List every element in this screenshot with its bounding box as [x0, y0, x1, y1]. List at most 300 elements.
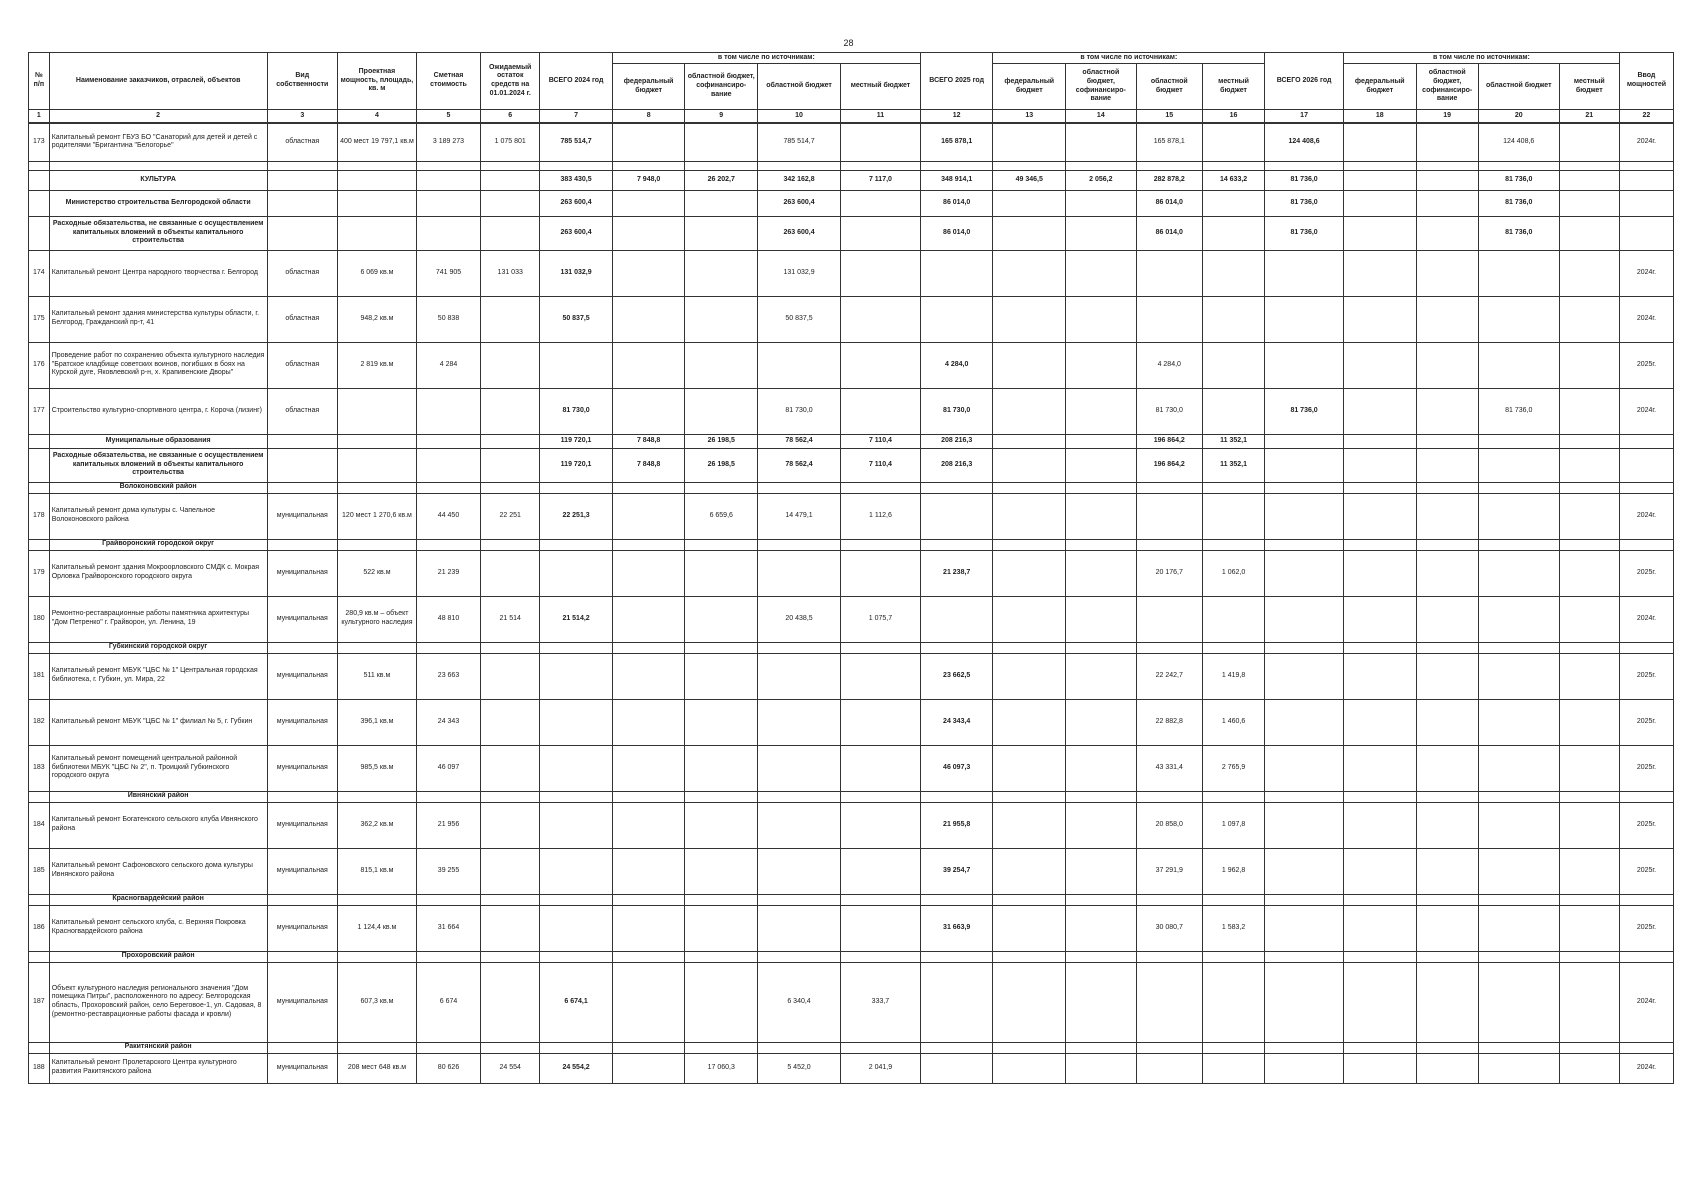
table-cell	[1066, 550, 1137, 596]
table-cell	[267, 539, 338, 550]
table-cell: 6 659,6	[685, 493, 758, 539]
table-cell	[1478, 905, 1559, 951]
header-cofin-2025: областной бюджет, софинансиро-вание	[1066, 64, 1137, 110]
table-cell	[1343, 190, 1416, 216]
table-cell	[1416, 642, 1478, 653]
table-cell: 6 069 кв.м	[338, 250, 417, 296]
table-cell	[1416, 745, 1478, 791]
header-ownership: Вид собственности	[267, 53, 338, 110]
table-cell	[612, 745, 685, 791]
table-cell	[416, 190, 480, 216]
table-cell	[758, 161, 841, 170]
table-cell	[338, 448, 417, 482]
table-cell	[1066, 951, 1137, 962]
table-cell	[29, 448, 50, 482]
table-cell: 985,5 кв.м	[338, 745, 417, 791]
table-cell	[612, 161, 685, 170]
table-cell	[685, 596, 758, 642]
table-cell	[685, 550, 758, 596]
table-cell: 177	[29, 388, 50, 434]
table-cell: 196 864,2	[1136, 434, 1202, 448]
table-cell: 263 600,4	[758, 190, 841, 216]
row-name-cell: Капитальный ремонт здания Мокроорловского СМДК с. Мокрая Орловка Грайворонского городского округа	[49, 550, 267, 596]
table-cell	[1416, 791, 1478, 802]
table-cell: 1 460,6	[1202, 699, 1264, 745]
table-cell	[267, 642, 338, 653]
table-cell	[685, 802, 758, 848]
table-cell: 607,3 кв.м	[338, 962, 417, 1042]
table-cell: муниципальная	[267, 905, 338, 951]
table-cell: 342 162,8	[758, 170, 841, 190]
table-cell	[1478, 791, 1559, 802]
table-cell	[416, 539, 480, 550]
column-number: 1	[29, 110, 50, 124]
table-cell	[993, 894, 1066, 905]
table-cell	[1202, 493, 1264, 539]
table-cell: 21 955,8	[920, 802, 993, 848]
row-name-cell: Прохоровский район	[49, 951, 267, 962]
table-cell	[540, 848, 613, 894]
table-cell: муниципальная	[267, 848, 338, 894]
table-cell	[338, 434, 417, 448]
table-cell: муниципальная	[267, 1053, 338, 1083]
table-cell: 6 674,1	[540, 962, 613, 1042]
table-cell	[1343, 653, 1416, 699]
table-cell: 39 254,7	[920, 848, 993, 894]
table-cell	[481, 216, 540, 250]
table-cell	[416, 894, 480, 905]
table-cell	[1066, 539, 1137, 550]
table-cell: 7 948,0	[612, 170, 685, 190]
table-cell	[267, 951, 338, 962]
table-cell	[1202, 161, 1264, 170]
table-cell	[993, 699, 1066, 745]
table-cell	[540, 539, 613, 550]
table-cell	[612, 642, 685, 653]
table-cell: 119 720,1	[540, 434, 613, 448]
table-cell	[993, 482, 1066, 493]
table-cell: 26 202,7	[685, 170, 758, 190]
table-cell	[416, 1042, 480, 1053]
table-cell	[1416, 653, 1478, 699]
table-cell	[540, 951, 613, 962]
table-cell	[1265, 434, 1344, 448]
table-cell: 49 346,5	[993, 170, 1066, 190]
table-cell: 183	[29, 745, 50, 791]
table-cell: 31 664	[416, 905, 480, 951]
table-cell	[1559, 848, 1619, 894]
table-cell	[1066, 894, 1137, 905]
table-cell	[1559, 539, 1619, 550]
table-cell	[481, 848, 540, 894]
table-cell	[338, 539, 417, 550]
table-cell: 2024г.	[1619, 388, 1673, 434]
table-cell: 22 882,8	[1136, 699, 1202, 745]
table-cell	[1478, 1042, 1559, 1053]
table-cell: 2024г.	[1619, 596, 1673, 642]
table-cell	[1202, 962, 1264, 1042]
table-cell	[1066, 745, 1137, 791]
table-cell	[841, 161, 921, 170]
table-cell: муниципальная	[267, 745, 338, 791]
table-cell: 11 352,1	[1202, 434, 1264, 448]
spacer-row	[29, 161, 1674, 170]
header-commission: Ввод мощностей	[1619, 53, 1673, 110]
table-cell	[1559, 434, 1619, 448]
table-cell	[1343, 848, 1416, 894]
table-cell	[685, 296, 758, 342]
table-cell	[993, 745, 1066, 791]
table-cell	[1265, 482, 1344, 493]
table-cell: 46 097,3	[920, 745, 993, 791]
table-cell	[1343, 216, 1416, 250]
table-cell	[1343, 493, 1416, 539]
table-cell: 30 080,7	[1136, 905, 1202, 951]
table-cell: 2 765,9	[1202, 745, 1264, 791]
table-cell: 50 838	[416, 296, 480, 342]
table-cell	[1066, 642, 1137, 653]
table-cell	[1478, 482, 1559, 493]
table-cell	[685, 894, 758, 905]
table-cell	[29, 482, 50, 493]
table-cell	[1559, 905, 1619, 951]
table-cell	[993, 596, 1066, 642]
table-cell	[267, 1042, 338, 1053]
table-cell: 1 075 801	[481, 123, 540, 161]
table-cell	[1559, 962, 1619, 1042]
table-row	[29, 802, 1674, 848]
table-cell	[1066, 653, 1137, 699]
table-cell: 81 736,0	[1265, 388, 1344, 434]
table-cell	[685, 653, 758, 699]
table-cell	[540, 642, 613, 653]
table-cell	[29, 791, 50, 802]
table-cell	[841, 482, 921, 493]
table-row	[29, 596, 1674, 642]
table-cell	[1559, 448, 1619, 482]
table-cell	[1559, 745, 1619, 791]
table-cell	[1559, 653, 1619, 699]
table-row	[29, 342, 1674, 388]
table-cell	[481, 791, 540, 802]
table-cell: 522 кв.м	[338, 550, 417, 596]
table-cell	[841, 190, 921, 216]
table-cell: 78 562,4	[758, 434, 841, 448]
column-number: 22	[1619, 110, 1673, 124]
table-cell	[612, 699, 685, 745]
table-cell: 24 554	[481, 1053, 540, 1083]
table-cell	[338, 894, 417, 905]
table-cell	[1619, 894, 1673, 905]
table-cell	[685, 962, 758, 1042]
table-cell	[1559, 1042, 1619, 1053]
table-cell	[993, 388, 1066, 434]
table-cell: 1 962,8	[1202, 848, 1264, 894]
table-cell: 24 554,2	[540, 1053, 613, 1083]
table-cell	[1066, 791, 1137, 802]
table-cell: 81 736,0	[1478, 170, 1559, 190]
table-body	[29, 123, 1674, 1083]
table-cell	[29, 161, 50, 170]
table-cell	[920, 951, 993, 962]
table-cell	[1202, 539, 1264, 550]
table-cell	[1478, 448, 1559, 482]
table-cell	[612, 848, 685, 894]
table-cell	[1416, 482, 1478, 493]
table-cell	[1416, 250, 1478, 296]
header-mest-2024: местный бюджет	[841, 64, 921, 110]
table-cell: 188	[29, 1053, 50, 1083]
table-cell: 2024г.	[1619, 1053, 1673, 1083]
table-cell	[1136, 482, 1202, 493]
column-number: 9	[685, 110, 758, 124]
table-cell: муниципальная	[267, 550, 338, 596]
table-cell	[416, 434, 480, 448]
table-cell	[1265, 802, 1344, 848]
table-cell: 20 176,7	[1136, 550, 1202, 596]
table-cell	[1559, 791, 1619, 802]
row-name-cell: Капитальный ремонт помещений центральной районной библиотеки МБУК "ЦБС № 2", п. Троицкий Губкинского городского округа	[49, 745, 267, 791]
table-cell	[1416, 342, 1478, 388]
section-row	[29, 170, 1674, 190]
table-cell: муниципальная	[267, 802, 338, 848]
table-cell: 196 864,2	[1136, 448, 1202, 482]
table-row	[29, 745, 1674, 791]
table-cell	[841, 550, 921, 596]
table-cell: 2024г.	[1619, 962, 1673, 1042]
table-cell	[612, 596, 685, 642]
table-cell: муниципальная	[267, 962, 338, 1042]
table-cell	[540, 699, 613, 745]
table-cell	[612, 1042, 685, 1053]
table-cell	[612, 951, 685, 962]
table-cell	[1619, 482, 1673, 493]
table-cell	[1559, 250, 1619, 296]
table-cell: 184	[29, 802, 50, 848]
table-cell	[841, 951, 921, 962]
table-cell: 1 062,0	[1202, 550, 1264, 596]
table-cell	[1478, 951, 1559, 962]
table-cell	[416, 388, 480, 434]
table-cell	[1478, 596, 1559, 642]
table-cell	[481, 161, 540, 170]
table-cell	[1619, 190, 1673, 216]
table-cell: муниципальная	[267, 493, 338, 539]
table-cell	[1202, 482, 1264, 493]
table-cell: 2025г.	[1619, 342, 1673, 388]
table-cell	[841, 539, 921, 550]
table-row	[29, 123, 1674, 161]
header-total-2024: ВСЕГО 2024 год	[540, 53, 613, 110]
table-cell	[1619, 448, 1673, 482]
table-cell: 7 110,4	[841, 434, 921, 448]
table-cell	[920, 161, 993, 170]
table-cell: 185	[29, 848, 50, 894]
table-cell	[1136, 951, 1202, 962]
table-cell: 511 кв.м	[338, 653, 417, 699]
table-cell	[1066, 296, 1137, 342]
table-cell: 5 452,0	[758, 1053, 841, 1083]
table-cell	[1559, 482, 1619, 493]
table-cell	[1343, 905, 1416, 951]
table-cell	[920, 642, 993, 653]
table-cell	[540, 905, 613, 951]
table-cell	[993, 848, 1066, 894]
table-cell	[758, 342, 841, 388]
table-cell	[612, 493, 685, 539]
table-cell	[685, 161, 758, 170]
table-cell	[1416, 493, 1478, 539]
table-cell	[1136, 791, 1202, 802]
table-cell: 31 663,9	[920, 905, 993, 951]
table-cell: 362,2 кв.м	[338, 802, 417, 848]
table-cell	[1265, 493, 1344, 539]
table-cell	[338, 190, 417, 216]
table-cell	[1619, 951, 1673, 962]
table-cell: 7 110,4	[841, 448, 921, 482]
table-cell	[612, 962, 685, 1042]
table-cell	[481, 448, 540, 482]
table-cell	[1619, 170, 1673, 190]
table-cell	[841, 216, 921, 250]
header-fed-2025: федеральный бюджет	[993, 64, 1066, 110]
table-cell: 86 014,0	[920, 216, 993, 250]
table-cell	[481, 296, 540, 342]
table-cell: 180	[29, 596, 50, 642]
header-obl-2025: областной бюджет	[1136, 64, 1202, 110]
table-cell: 24 343	[416, 699, 480, 745]
column-number: 17	[1265, 110, 1344, 124]
section-row	[29, 216, 1674, 250]
table-cell	[758, 539, 841, 550]
table-cell: 120 мест 1 270,6 кв.м	[338, 493, 417, 539]
table-cell	[481, 1042, 540, 1053]
table-cell	[685, 1042, 758, 1053]
row-name-cell: Строительство культурно-спортивного центра, г. Короча (лизинг)	[49, 388, 267, 434]
table-cell	[1559, 170, 1619, 190]
table-cell: 7 848,8	[612, 434, 685, 448]
table-cell: 948,2 кв.м	[338, 296, 417, 342]
table-cell	[612, 802, 685, 848]
district-row	[29, 642, 1674, 653]
table-cell	[841, 250, 921, 296]
table-cell: 14 479,1	[758, 493, 841, 539]
table-cell: 81 736,0	[1478, 190, 1559, 216]
table-cell	[1066, 482, 1137, 493]
table-cell	[540, 802, 613, 848]
table-cell	[481, 699, 540, 745]
table-cell	[1343, 123, 1416, 161]
table-cell	[1416, 596, 1478, 642]
table-row	[29, 1053, 1674, 1083]
table-cell	[1343, 894, 1416, 905]
table-cell: 50 837,5	[758, 296, 841, 342]
table-cell	[1478, 342, 1559, 388]
table-cell	[1478, 699, 1559, 745]
column-number: 10	[758, 110, 841, 124]
table-cell	[1202, 642, 1264, 653]
table-cell	[612, 123, 685, 161]
table-cell	[1478, 493, 1559, 539]
table-cell	[1416, 699, 1478, 745]
table-cell	[1265, 642, 1344, 653]
table-cell	[416, 951, 480, 962]
table-cell	[1343, 642, 1416, 653]
table-cell	[1136, 1042, 1202, 1053]
table-cell	[1559, 123, 1619, 161]
column-number: 2	[49, 110, 267, 124]
table-cell: 165 878,1	[1136, 123, 1202, 161]
table-cell: 2 041,9	[841, 1053, 921, 1083]
table-cell	[1343, 699, 1416, 745]
table-cell	[685, 745, 758, 791]
table-cell	[685, 642, 758, 653]
row-name-cell: Проведение работ по сохранению объекта культурного наследия "Братское кладбище советских воинов, погибших в боях на Курской дуге, Яковлевский р-н, х. Крапивенские Дворы"	[49, 342, 267, 388]
table-cell	[1265, 951, 1344, 962]
table-cell	[1343, 388, 1416, 434]
table-cell: 20 858,0	[1136, 802, 1202, 848]
header-obl-2026: областной бюджет	[1478, 64, 1559, 110]
header-fed-2026: федеральный бюджет	[1343, 64, 1416, 110]
table-cell	[920, 894, 993, 905]
table-cell: 44 450	[416, 493, 480, 539]
table-cell: 24 343,4	[920, 699, 993, 745]
table-cell	[1559, 642, 1619, 653]
table-cell	[481, 190, 540, 216]
table-cell	[1265, 848, 1344, 894]
table-cell	[993, 1042, 1066, 1053]
table-cell	[1416, 951, 1478, 962]
table-cell	[1265, 342, 1344, 388]
table-cell: 81 736,0	[1265, 190, 1344, 216]
table-cell	[1202, 1042, 1264, 1053]
table-cell: 81 736,0	[1265, 170, 1344, 190]
table-cell	[29, 894, 50, 905]
table-cell	[1265, 745, 1344, 791]
table-cell	[1416, 802, 1478, 848]
district-row	[29, 894, 1674, 905]
column-number: 5	[416, 110, 480, 124]
table-cell	[1343, 342, 1416, 388]
table-cell	[1066, 216, 1137, 250]
table-cell: 124 408,6	[1478, 123, 1559, 161]
header-fed-2024: федеральный бюджет	[612, 64, 685, 110]
header-name: Наименование заказчиков, отраслей, объектов	[49, 53, 267, 110]
table-cell	[1265, 448, 1344, 482]
table-cell	[1416, 448, 1478, 482]
table-cell	[1619, 642, 1673, 653]
table-cell: 21 239	[416, 550, 480, 596]
table-cell	[1478, 550, 1559, 596]
table-cell	[1416, 962, 1478, 1042]
section-row	[29, 448, 1674, 482]
table-cell: 4 284,0	[1136, 342, 1202, 388]
table-cell: 181	[29, 653, 50, 699]
table-row	[29, 250, 1674, 296]
section-row	[29, 190, 1674, 216]
table-cell	[1559, 596, 1619, 642]
table-cell	[1559, 388, 1619, 434]
table-cell	[416, 170, 480, 190]
table-cell	[993, 962, 1066, 1042]
table-cell	[1559, 216, 1619, 250]
table-cell	[612, 550, 685, 596]
table-cell	[1343, 539, 1416, 550]
table-cell	[758, 802, 841, 848]
table-cell: 78 562,4	[758, 448, 841, 482]
table-cell	[1136, 642, 1202, 653]
table-cell	[540, 745, 613, 791]
